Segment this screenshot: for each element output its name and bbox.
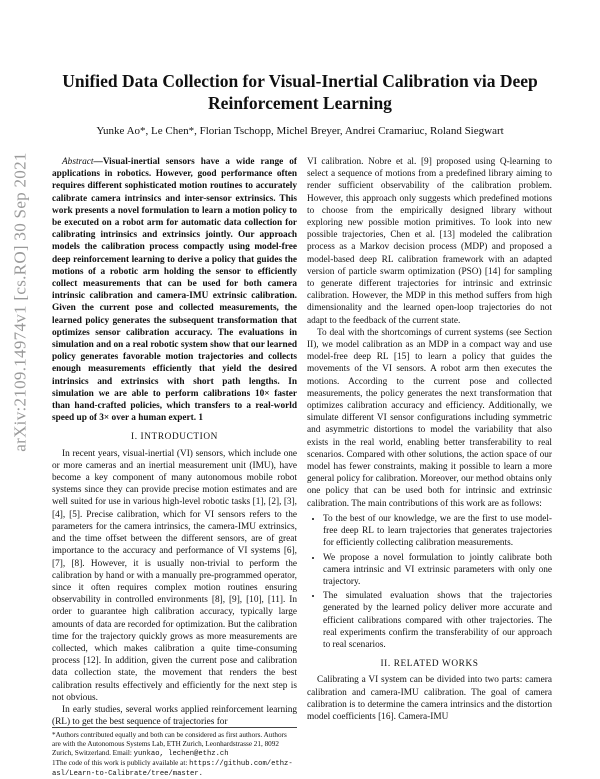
- list-item: • We propose a novel formulation to jointly calibrate both camera intrinsic and VI extrinsic parameters with only one trajectory.: [323, 552, 552, 589]
- body-paragraph: VI calibration. Nobre et al. [9] proposed using Q-learning to select a sequence of motions from a predefined library aiming to render sufficient observability of the calibration problem. However, this approach only suggests which predefined motions to choose from the empirically designed library without exploring new possible motion primitives. To look into new possible trajectories, Chen et al. [13] modeled the calibration process as a Markov decision process (MDP) and proposed a model-based deep RL calibration framework with an adapted version of particle swarm optimization (PSO) [14] for sampling to generate different trajectories for intrinsic and extrinsic calibration. However, the MDP in this method suffers from high dimensionality and the learned open-loop trajectories do not adapt to the feedback of the current state.: [307, 157, 552, 326]
- body-paragraph: To deal with the shortcomings of current systems (see Section II), we model calibration as an MDP in a compact way and use model-free deep RL [15] to learn a policy that guides the movements of the VI sensors. A robot arm then executes the motions. According to the current pose and collected measurements, the policy generates the next transformation that optimizes calibration accuracy and efficiency. Additionally, we simulate different VI sensor configurations including symmetric and asymmetric distortions to model the variability that also exists in the real world, enabling better transferability to real scenarios. Compared with other solutions, the action space of our model has fewer constraints, making it possible to learn a more general policy for calibration. Moreover, our method obtains only one policy that can be used both for intrinsic and extrinsic calibration. The main contributions of this work are as follows:: [307, 327, 552, 509]
- author-list: Yunke Ao*, Le Chen*, Florian Tschopp, Michel Breyer, Andrei Cramariuc, Roland Siegwart: [96, 125, 504, 137]
- arxiv-stamp: [6, 22, 36, 582]
- abstract: [52, 156, 297, 424]
- arxiv-id[interactable]: arXiv:2109.14974v1 [cs.RO] 30 Sep 2021: [11, 152, 30, 452]
- right-column: [307, 156, 552, 723]
- intro-paragraph: In recent years, visual-inertial (VI) sensors, which include one or more cameras and an inertial measurement unit (IMU), have become a key component of many autonomous mobile robot systems since they can provide precise motion estimates and are well suited for use in various high-level robotic tasks [1], [2], [3], [4], [5]. Precise calibration, which for VI sensors refers to the parameters for the camera intrinsics, the camera-IMU extrinsics, and the time offset between the different sensors, are of great importance to the accuracy and performance of VI systems [6], [7], [8]. However, it is usually non-trivial to perform the calibration by hand or with a manually pre-programmed operator, since it often requires complex motion routines ensuring observability in controlled environments [8], [9], [10], [11]. In order to guarantee high calibration accuracy, typically large amounts of data are recorded for optimization. But the calibration time for the trajectory quickly grows as more measurements are collected, which makes calibration a quite time-consuming process [12]. In addition, given the current pose and calibration data collection state, the movement that renders the best calibration results effectively and efficiently for the next step is not obvious.: [52, 448, 297, 703]
- abstract-label: Abstract: [62, 157, 94, 167]
- email-link[interactable]: yunkao, lechen@ethz.ch: [133, 750, 229, 758]
- left-column: [52, 156, 297, 728]
- abstract-text: —Visual-inertial sensors have a wide range of applications in robotics. However, good performance often requires different sophisticated motion routines to accurately calibrate camera intrinsics and inter-sensor extrinsics. This work presents a novel formulation to learn a motion policy to be executed on a robot arm for automatic data collection for calibrating intrinsics and extrinsics jointly. Our approach models the calibration process compactly using model-free deep reinforcement learning to derive a policy that guides the motions of a robotic arm holding the sensor to efficiently collect measurements that can be used for both camera intrinsic calibration and camera-IMU extrinsic calibration. Given the current pose and collected measurements, the learned policy generates the subsequent transformation that optimizes sensor calibration accuracy. The evaluations in simulation and on a real robotic system show that our learned policy generates favorable motion trajectories and collects enough measurements efficiently that yield the desired intrinsics and extrinsics with short path lengths. In simulation we are able to perform calibrations 10× faster than hand-crafted policies, which transfers to a real-world speed up of 3× over a human expert. 1: [52, 157, 297, 424]
- footnote-authors: *Authors contributed equally and both can be considered as first authors. Authors are with the Autonomous Systems Lab, ETH Zurich, Leonhardstrasse 21, 8092 Zurich, Switzerland. Email: yunkao, lechen@ethz.ch: [52, 731, 287, 758]
- list-item: • To the best of our knowledge, we are the first to use model-free deep RL to learn trajectories that generates trajectories for efficiently collecting calibration measurements.: [323, 513, 552, 550]
- section-heading-introduction: I. INTRODUCTION: [131, 432, 218, 443]
- code-url-link[interactable]: https://github.com/ethz-asl/Learn-to-Calibrate/tree/master.: [52, 760, 293, 778]
- related-paragraph: Calibrating a VI system can be divided into two parts: camera calibration and camera-IMU calibration. The goal of camera calibration is to determine the camera intrinsics and the distortion model coefficients [16]. Camera-IMU: [307, 675, 552, 722]
- footnotes: [52, 727, 297, 779]
- contributions-list: [307, 513, 552, 651]
- paper-title: Unified Data Collection for Visual-Inertial Calibration via Deep Reinforcement Learning: [62, 71, 538, 113]
- list-item: • The simulated evaluation shows that the trajectories generated by the learned policy deliver more accurate and efficient calibrations compared with other trajectories. The real experiments confirm the transferability of our approach to real scenarios.: [323, 590, 552, 651]
- footnote-code: 1The code of this work is publicly available at: https://github.com/ethz-asl/Learn-to-Calibrate/tree/master.: [52, 759, 293, 778]
- intro-paragraph: In early studies, several works applied reinforcement learning (RL) to get the best sequence of trajectories for: [52, 704, 297, 728]
- section-heading-related-works: II. RELATED WORKS: [380, 659, 479, 670]
